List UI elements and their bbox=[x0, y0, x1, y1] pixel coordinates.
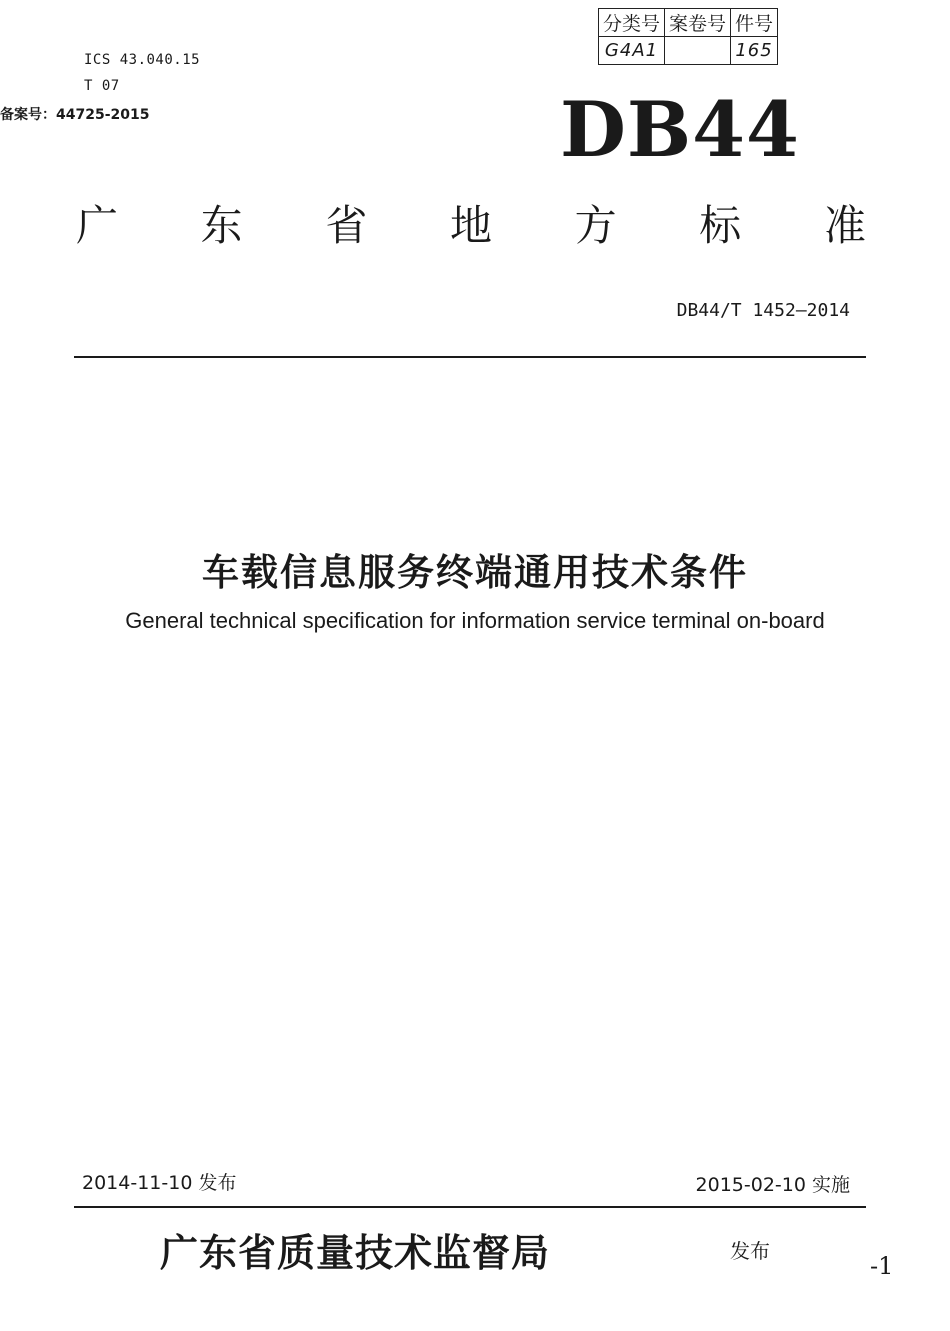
implementation-date: 2015-02-10 实施 bbox=[695, 1174, 850, 1196]
document-title-english: General technical specification for information service terminal on-board bbox=[125, 608, 825, 633]
stamp-value-file bbox=[665, 37, 731, 65]
standard-type-char: 标 bbox=[699, 201, 742, 250]
stamp-header-file: 案卷号 bbox=[665, 9, 731, 37]
stamp-header-classification: 分类号 bbox=[599, 9, 665, 37]
bottom-divider bbox=[74, 1206, 866, 1208]
issue-date: 2014-11-10 发布 bbox=[82, 1172, 237, 1194]
stamp-header-item: 件号 bbox=[731, 9, 778, 37]
standard-code-logo: DB44 bbox=[560, 85, 800, 174]
stamp-value-item: 165 bbox=[731, 37, 778, 65]
filing-number: 备案号：44725-2015 bbox=[0, 107, 150, 123]
standard-type-char: 方 bbox=[574, 201, 617, 250]
issuing-authority: 广东省质量技术监督局 bbox=[160, 1230, 551, 1275]
category-code: T 07 bbox=[84, 78, 120, 94]
standard-number: DB44/T 1452—2014 bbox=[676, 300, 850, 321]
standard-type-char: 广 bbox=[76, 201, 119, 250]
page-mark: -1 bbox=[870, 1252, 894, 1280]
stamp-value-classification: G4A1 bbox=[599, 37, 665, 65]
issuing-label: 发布 bbox=[730, 1239, 770, 1263]
archive-stamp bbox=[598, 8, 778, 65]
standard-type-heading bbox=[76, 201, 866, 250]
standard-type-char: 省 bbox=[325, 201, 368, 250]
standard-type-char: 准 bbox=[823, 201, 866, 250]
top-divider bbox=[74, 356, 866, 358]
standard-type-char: 地 bbox=[449, 201, 492, 250]
ics-code: ICS 43.040.15 bbox=[84, 52, 201, 68]
standard-type-char: 东 bbox=[200, 201, 243, 250]
document-title-chinese: 车载信息服务终端通用技术条件 bbox=[202, 551, 748, 594]
